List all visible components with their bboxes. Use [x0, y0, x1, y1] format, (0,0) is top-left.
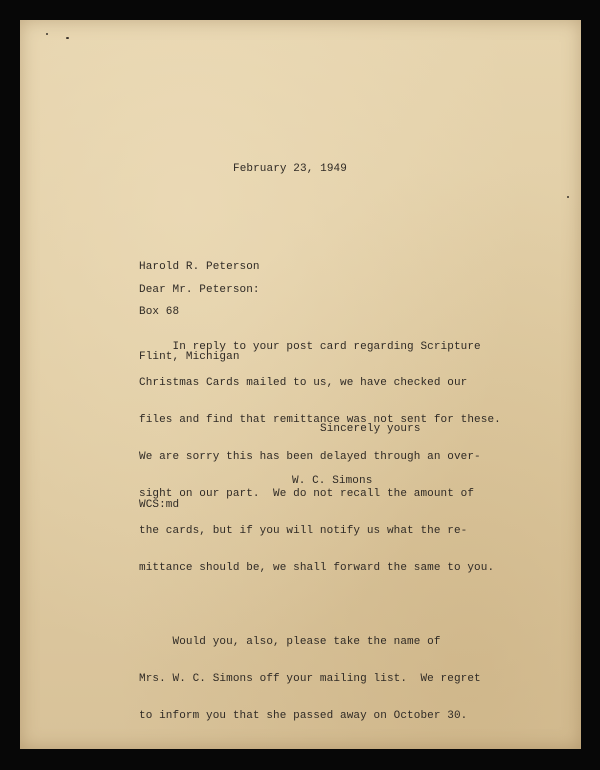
signature-name: W. C. Simons: [292, 475, 373, 487]
body-line: the cards, but if you will notify us what the re-: [139, 525, 468, 538]
ink-speck: [567, 196, 569, 198]
ink-speck: [46, 33, 48, 35]
letter-paper: [20, 20, 581, 749]
letter-body: [139, 316, 501, 746]
reference-initials: WCS:md: [139, 499, 180, 511]
body-line: Would you, also, please take the name of: [139, 635, 441, 648]
body-line: files and find that remittance was not sent for these.: [139, 414, 501, 427]
recipient-street: Box 68: [139, 306, 180, 318]
letter-date: February 23, 1949: [233, 163, 347, 175]
salutation: Dear Mr. Peterson:: [139, 284, 260, 296]
body-line: In reply to your post card regarding Scripture: [139, 340, 481, 353]
recipient-city: Flint, Michigan: [139, 351, 240, 363]
body-line: sight on our part. We do not recall the amount of: [139, 488, 475, 501]
paragraph-gap: [139, 599, 501, 611]
ink-speck: [66, 37, 69, 39]
recipient-name: Harold R. Peterson: [139, 261, 260, 273]
closing: Sincerely yours: [320, 423, 421, 435]
body-line: Christmas Cards mailed to us, we have checked our: [139, 377, 468, 390]
body-line: We are sorry this has been delayed through an over-: [139, 451, 481, 464]
body-line: to inform you that she passed away on October 30.: [139, 709, 468, 722]
body-line: Mrs. W. C. Simons off your mailing list. We regret: [139, 672, 481, 685]
body-line: mittance should be, we shall forward the same to you.: [139, 561, 495, 574]
